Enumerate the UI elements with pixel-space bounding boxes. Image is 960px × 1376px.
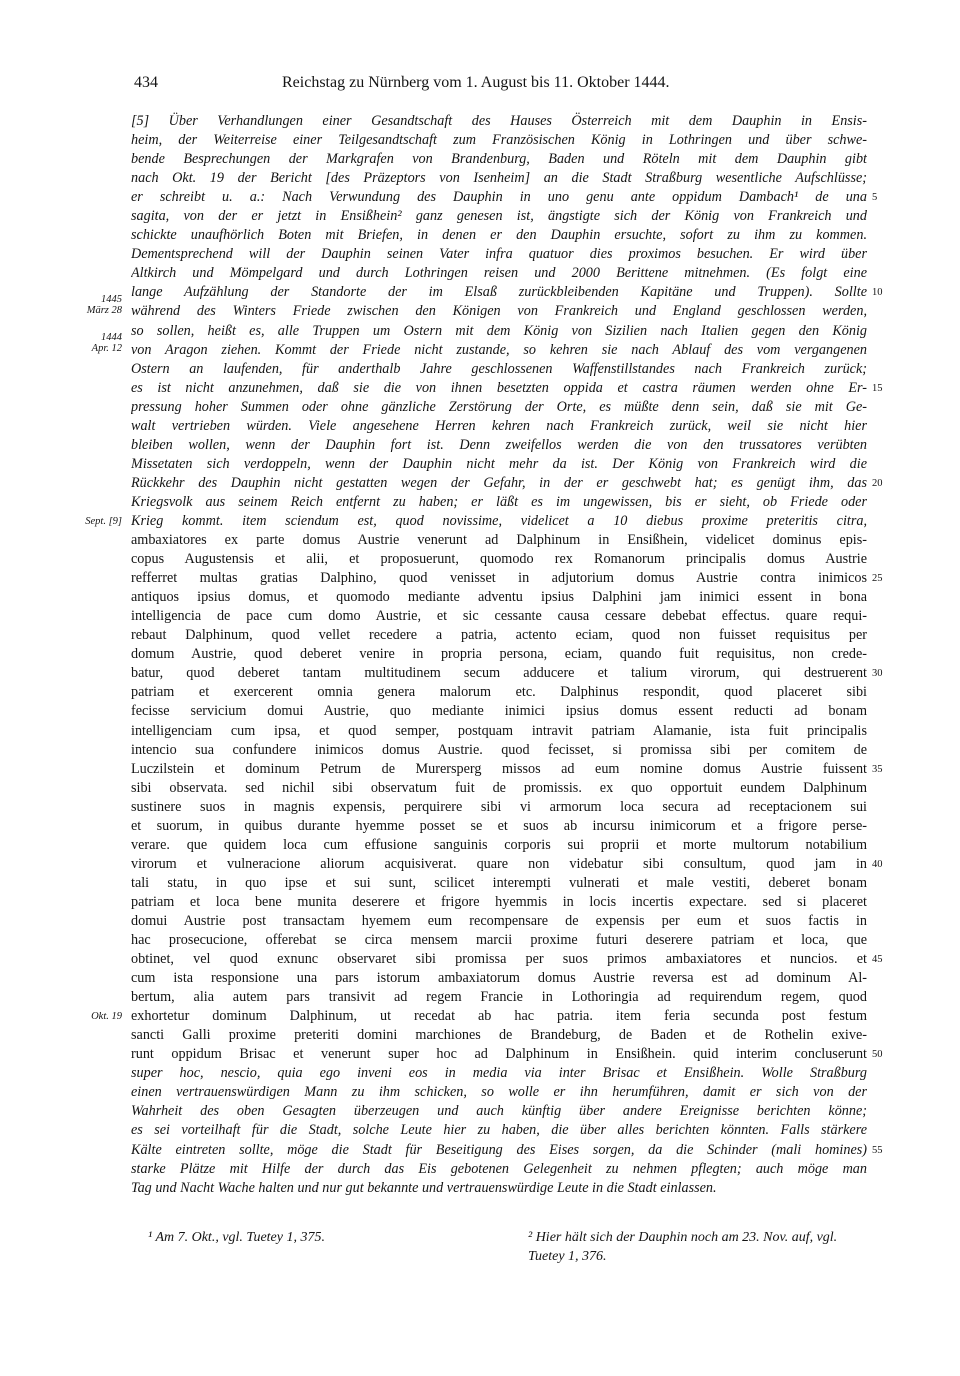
body-line: es ist nicht anzunehmen, daß sie die von ihnen besetzten oppida et castra räumen werden ohne Er- [131, 379, 867, 396]
body-line: exhortetur dominum Dalphinum, ut recedat ab hac patria. item feria secunda post festum [131, 1008, 867, 1025]
body-line: verare. que quidem loca cum effusione sanguinis corporis sui proprii et morte multorum notabilium [131, 836, 867, 853]
body-line: Tag und Nacht Wache halten und nur gut bekannte und vertrauenswürdige Leute in die Stadt einlassen. [131, 1179, 717, 1196]
line-number: 25 [872, 573, 883, 585]
line-number: 45 [872, 954, 883, 966]
line-number: 10 [872, 287, 883, 299]
body-line: es sei vorteilhaft für die Stadt, solche Leute hier zu haben, die über alles berichten könnten. Falls stärkere [131, 1122, 867, 1139]
body-line: walt vertrieben würden. Viele angesehene Herren kehren nach Frankreich zurück, weil sie nicht hier [131, 417, 867, 434]
body-line: patriam et loca bene munita deserere et frigore hyemmis in locis incertis expectare. sed si placeret [131, 893, 867, 910]
margin-note-line: März 28 [86, 304, 122, 316]
line-number: 40 [872, 858, 883, 870]
body-line: pressung hoher Summen oder ohne gänzliche Zerstörung der Orte, es müßte denn sein, daß sie mit Ge- [131, 398, 867, 415]
body-line: copus Augustensis et alii, et proposuerunt, quomodo rex Romanorum principalis domus Austrie [131, 551, 867, 568]
body-text [131, 112, 867, 1198]
body-line: Wahrheit des oben Gesagten überzeugen und auch künftig über andere Ereignisse berichten könne; [131, 1103, 867, 1120]
body-line: von Aragon ziehen. Kommt der Friede nicht zustande, so kehren sie nach Ablauf des vom vergangenen [131, 341, 867, 358]
body-line: domum Austrie, quod deberet venire in propria persona, eciam, quando fuit requisitus, non crede- [131, 646, 867, 663]
margin-note-line: 1445 [101, 293, 122, 305]
line-number: 35 [872, 763, 883, 775]
margin-note [92, 332, 122, 354]
body-line: Krieg kommt. item sciendum est, quod novissime, videlicet a 10 diebus proxime preteritis citra, [131, 512, 867, 529]
body-line: so sollen, heißt es, alle Truppen um Ostern mit dem König von Sizilien nach Italien gegen den König [131, 322, 867, 339]
body-line: intencio sua confundere inimicos domus Austrie. quod fecisset, si promissa sibi per comitem de [131, 741, 867, 758]
body-line: rebaut Dalphinum, quod vellet recedere a patria, actento eciam, quod non fuisset requisitus per [131, 627, 867, 644]
body-line: Kriegsvolk aus seinem Reich entfernt zu haben; er läßt es im ungewissen, bis er sieht, ob Friede oder [131, 493, 867, 510]
body-line: fecisse servicium domui Austrie, quo mediante inimici ipsius domus essent reducti ad bonam [131, 703, 867, 720]
running-title: Reichstag zu Nürnberg vom 1. August bis 11. Oktober 1444. [282, 74, 670, 91]
margin-note-line: 1444 [101, 331, 122, 343]
body-line: et suorum, in quibus durante hyemme posset se et suos ab incursu inimicorum et a frigore perse- [131, 817, 867, 834]
line-number: 5 [872, 192, 878, 204]
margin-note [91, 1011, 122, 1022]
body-line: domui Austrie post transactam hyemem eum recompensare de expensis per eum et suos factis in [131, 912, 867, 929]
body-line: nach Okt. 19 der Bericht [des Präzeptors von Isenheim] an die Stadt Straßburg wesentliche Aufschlüsse; [131, 170, 867, 187]
body-line: antiquos ipsius domus, et quomodo mediante adventu ipsius Dalphini jam inimici essent in bona [131, 589, 867, 606]
body-line: hac prosecucione, offerebat se circa mensem marcii proxime futuri deserere patriam et loca, que [131, 932, 867, 949]
body-line: ambaxiatores ex parte domus Austrie venerunt ad Dalphinum in Ensißhein, videlicet dominus epis- [131, 532, 867, 549]
margin-note-line: Okt. 19 [91, 1011, 122, 1023]
line-number: 55 [872, 1144, 883, 1156]
margin-note-line: Sept. [9] [85, 516, 122, 528]
body-line: patriam et exercerent omnia genera malorum etc. Dalphinus respondit, quod placeret sibi [131, 684, 867, 701]
body-line: Altkirch und Mömpelgard und durch Lothringen reisen und 2000 Berittene mitnehmen. (Es folgt eine [131, 265, 867, 282]
body-line: bende Besprechungen der Markgrafen von Brandenburg, Baden und Röteln mit dem Dauphin gibt [131, 151, 867, 168]
body-line: tali statu, in quo ipse et sui sunt, scilicet interempti vulnerati et male vestiti, deberet bonam [131, 874, 867, 891]
body-line: intelligenciam cum ipsa, et quod semper, postquam intravit patriam Alamanie, ista fuit principalis [131, 722, 867, 739]
body-line: sibi observata. sed nichil sibi observatum fuit de promissis. ex quo opportuit eundem Dalphinum [131, 779, 867, 796]
body-line: lange Aufzählung der Standorte der im Elsaß zurückbleibenden Kapitäne und Truppen). Sollte [131, 284, 867, 301]
body-line: obtinet, vel quod exnunc observaret sibi promissa per suos primos ambaxiatores et nuncios. et [131, 951, 867, 968]
margin-note [85, 516, 122, 527]
body-line: super hoc, nescio, quia ego inveni eos in media via inter Brisac et Ensißhein. Wolle Straßburg [131, 1065, 867, 1082]
body-line: Ostern an laufenden, für anderthalb Jahre geschlossenen Waffenstillstandes nach Frankreich zurück; [131, 360, 867, 377]
body-line: starke Plätze mit Hilfe der durch das Eis gebotenen Gelegenheit zu nehmen pflegten; auch möge man [131, 1160, 867, 1177]
body-line: Kälte eintreten sollte, möge die Stadt für Beseitigung des Eises sorgen, da die Schinder (mali homines) [131, 1141, 867, 1158]
footnote-1: ¹ Am 7. Okt., vgl. Tuetey 1, 375. [148, 1230, 325, 1245]
body-line: runt oppidum Brisac et venerunt super hoc ad Dalphinum in Ensißhein. quid interim concluserunt [131, 1046, 867, 1063]
line-number: 15 [872, 382, 883, 394]
body-line: einen vertrauenswürdigen Mann zu ihm schicken, so wolle er ihn herumführen, damit er sich von der [131, 1084, 867, 1101]
line-number: 50 [872, 1049, 883, 1061]
body-line: Dementsprechend will der Dauphin seinen Vater infra quatuor dies proximos besuchen. Er wird über [131, 246, 867, 263]
body-line: bleiben wollen, wenn der Dauphin fort ist. Denn zweifellos werden die von den trussatores verübten [131, 436, 867, 453]
margin-note-line: Apr. 12 [91, 342, 122, 354]
body-line: intelligencia de pace cum domo Austrie, et sic cessante causa cessare debebat effectus. quare requi- [131, 608, 867, 625]
body-line: sustinere suos in magnis expensis, perquirere sibi vi armorum loca secura ad receptacionem sui [131, 798, 867, 815]
line-number: 20 [872, 477, 883, 489]
body-line: sagita, von der er jetzt in Ensißhein² ganz genesen ist, ängstigte sich der König von Frankreich und [131, 208, 867, 225]
body-line: [5] Über Verhandlungen einer Gesandtschaft des Hauses Österreich mit dem Dauphin in Ensis- [131, 113, 867, 129]
line-number: 30 [872, 668, 883, 680]
body-line: während des Winters Friede zwischen den Königen von Frankreich und England geschlossen werden, [131, 303, 867, 320]
body-line: batur, quod deberet tantam multitudinem secum adducere et talium virorum, qui destruerent [131, 665, 867, 682]
body-line: refferret multas gratias Dalphino, quod venisset in adjutorium domus Austrie contra inimicos [131, 570, 867, 587]
margin-note [87, 294, 122, 316]
body-line: schickte unaufhörlich Boten mit Briefen, in denen er den Dauphin ersuchte, sofort zu ihm zu kommen. [131, 227, 867, 244]
footnote-2: ² Hier hält sich der Dauphin noch am 23. Nov. auf, vgl. Tuetey 1, 376. [528, 1230, 838, 1264]
body-line: Luczilstein et dominum Petrum de Murersperg missos ad eum nomine domus Austrie fuissent [131, 760, 867, 777]
body-line: Missetaten sich verdoppeln, wenn der Dauphin nicht mehr da ist. Der König von Frankreich wird die [131, 455, 867, 472]
page-number: 434 [134, 74, 158, 91]
body-line: virorum et vulneracione aliorum acquisiverat. quare non videbatur sibi consultum, quod jam in [131, 855, 867, 872]
body-line: Rückkehr des Dauphin nicht gestatten wegen der Gefahr, in der er geschwebt hat; es genügt ihm, das [131, 474, 867, 491]
body-line: cum ista responsione una pars istorum ambaxiatorum domus Austrie reversa est ad dominum Al- [131, 970, 867, 987]
body-line: bertum, alia autem pars transivit ad regem Francie in Lothoringia ad requirendum regem, quod [131, 989, 867, 1006]
body-line: er schreibt u. a.: Nach Verwundung des Dauphin in uno genu ante oppidum Dambach¹ de una [131, 189, 867, 206]
body-line: sancti Galli proxime preteriti domini marchiones de Brandeburg, de Baden et de Rothelin exive- [131, 1027, 867, 1044]
page-header [134, 74, 866, 96]
body-line: heim, der Weiterreise einer Teilgesandtschaft zum Französischen König in Lothringen und über schwe- [131, 132, 867, 149]
